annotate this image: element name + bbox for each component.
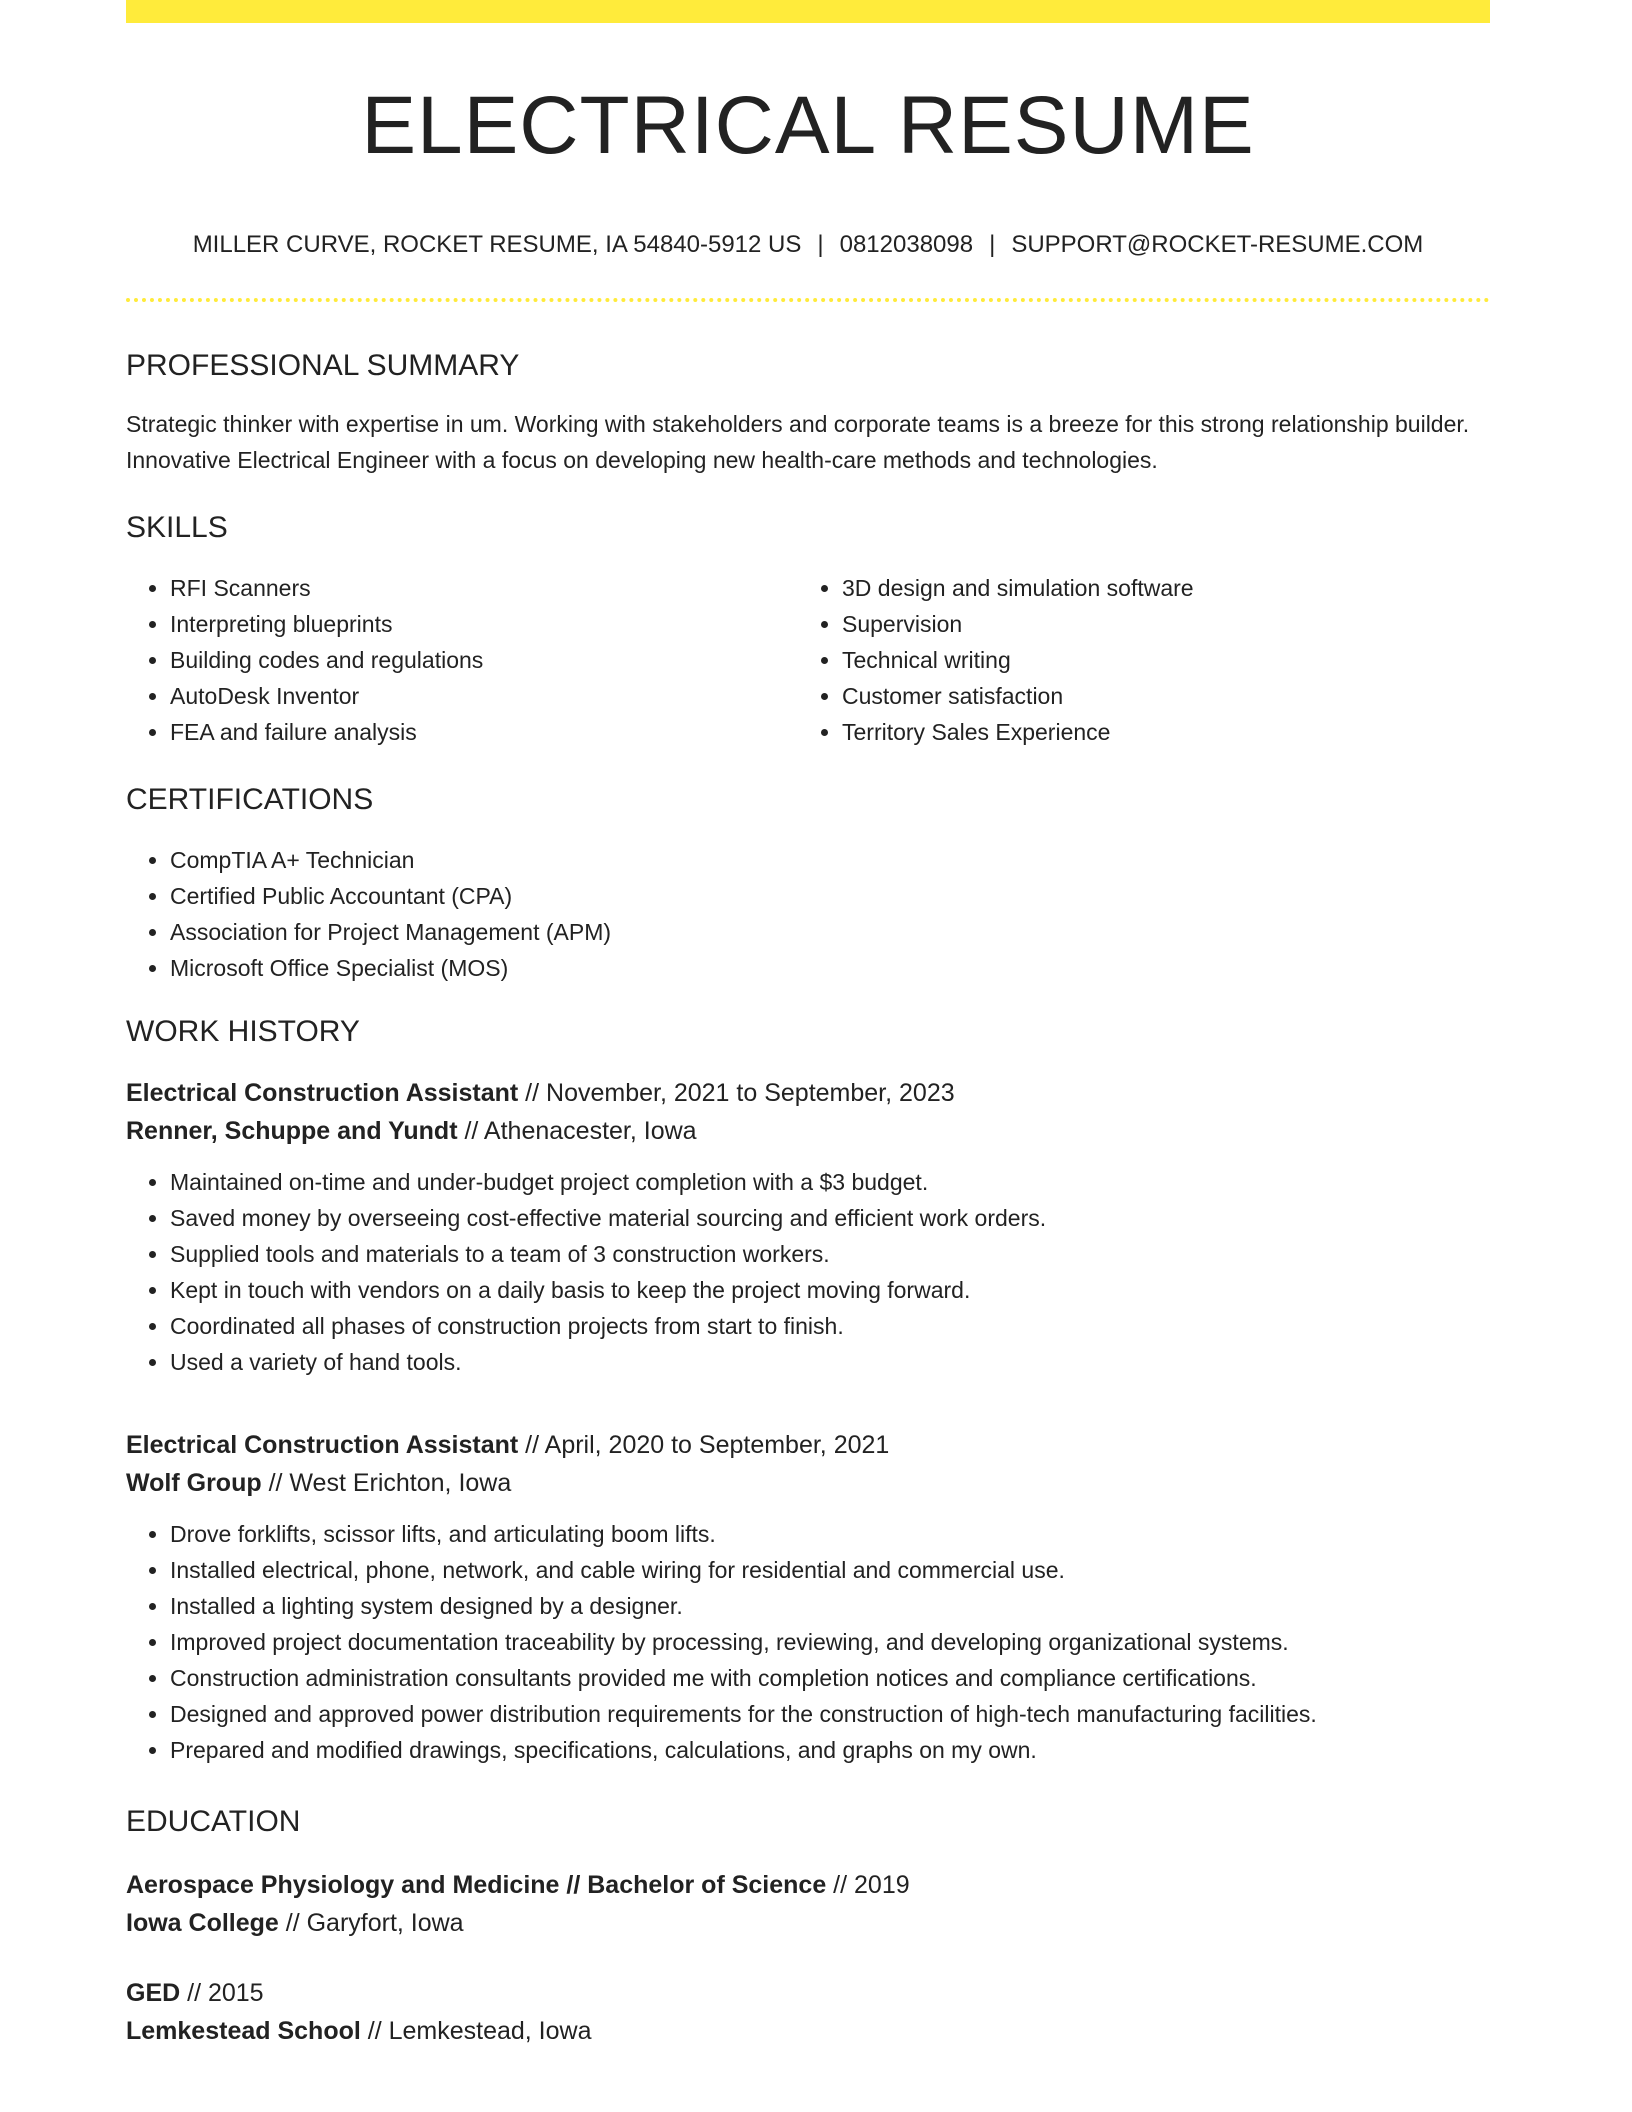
- graduation-year: // 2019: [826, 1870, 910, 1899]
- address: MILLER CURVE, ROCKET RESUME, IA 54840-5912 US: [192, 231, 802, 258]
- resume-page: [126, 0, 1490, 2050]
- school: Lemkestead School: [126, 2016, 361, 2045]
- job-bullet: • Kept in touch with vendors on a daily basis to keep the project moving forward.: [170, 1272, 1490, 1308]
- job-bullets: [126, 1516, 1490, 1768]
- certification-item: • Certified Public Accountant (CPA): [170, 878, 1490, 914]
- job-location: // Athenacester, Iowa: [457, 1116, 697, 1145]
- education-entry: [126, 1974, 1490, 2050]
- skills-grid: [126, 570, 1490, 750]
- education-entry: [126, 1866, 1490, 1942]
- job-company-line: [126, 1112, 1490, 1150]
- education-heading: EDUCATION: [126, 1804, 301, 1838]
- job-title: Electrical Construction Assistant: [126, 1078, 519, 1107]
- graduation-year: // 2015: [180, 1978, 264, 2007]
- job-entry: [126, 1074, 1490, 1380]
- school-line: [126, 2012, 1490, 2050]
- skill-item: • Building codes and regulations: [170, 642, 798, 678]
- job-bullet: • Prepared and modified drawings, specifications, calculations, and graphs on my own.: [170, 1732, 1490, 1768]
- degree-line: [126, 1866, 1490, 1904]
- job-title: Electrical Construction Assistant: [126, 1430, 519, 1459]
- dotted-divider: [126, 298, 1490, 302]
- skill-item: • 3D design and simulation software: [842, 570, 1470, 606]
- job-bullets: [126, 1164, 1490, 1380]
- job-bullet: • Construction administration consultants provided me with completion notices and compliance certifications.: [170, 1660, 1490, 1696]
- job-company-line: [126, 1464, 1490, 1502]
- resume-title: ELECTRICAL RESUME: [361, 80, 1255, 171]
- contact-line: [126, 231, 1490, 260]
- skill-item: • Technical writing: [842, 642, 1470, 678]
- degree-line: [126, 1974, 1490, 2012]
- contact-separator: |: [817, 231, 824, 258]
- contact-separator: |: [989, 231, 996, 258]
- certification-item: • Association for Project Management (APM): [170, 914, 1490, 950]
- job-bullet: • Used a variety of hand tools.: [170, 1344, 1490, 1380]
- job-bullet: • Designed and approved power distribution requirements for the construction of high-tech manufacturing facilities.: [170, 1696, 1490, 1732]
- skill-item: • Supervision: [842, 606, 1470, 642]
- job-title-line: [126, 1074, 1490, 1112]
- school: Iowa College: [126, 1908, 279, 1937]
- school-location: // Lemkestead, Iowa: [360, 2016, 592, 2045]
- certifications-list: [126, 842, 1490, 986]
- certifications-heading: CERTIFICATIONS: [126, 782, 374, 816]
- school-line: [126, 1904, 1490, 1942]
- work-history-heading: WORK HISTORY: [126, 1014, 360, 1048]
- job-dates: // April, 2020 to September, 2021: [518, 1430, 890, 1459]
- job-location: // West Erichton, Iowa: [261, 1468, 512, 1497]
- summary-heading: PROFESSIONAL SUMMARY: [126, 348, 520, 382]
- job-bullet: • Saved money by overseeing cost-effective material sourcing and efficient work orders.: [170, 1200, 1490, 1236]
- certification-item: • CompTIA A+ Technician: [170, 842, 1490, 878]
- skills-column-left: [126, 570, 798, 750]
- email: SUPPORT@ROCKET-RESUME.COM: [1011, 231, 1424, 258]
- certification-item: • Microsoft Office Specialist (MOS): [170, 950, 1490, 986]
- skill-item: • Customer satisfaction: [842, 678, 1470, 714]
- job-bullet: • Maintained on-time and under-budget project completion with a $3 budget.: [170, 1164, 1490, 1200]
- skill-item: • RFI Scanners: [170, 570, 798, 606]
- phone: 0812038098: [839, 231, 974, 258]
- job-company: Renner, Schuppe and Yundt: [126, 1116, 458, 1145]
- skills-column-right: [798, 570, 1470, 750]
- job-bullet: • Installed electrical, phone, network, and cable wiring for residential and commercial use.: [170, 1552, 1490, 1588]
- job-entry: [126, 1426, 1490, 1768]
- job-bullet: • Drove forklifts, scissor lifts, and articulating boom lifts.: [170, 1516, 1490, 1552]
- job-dates: // November, 2021 to September, 2023: [518, 1078, 955, 1107]
- skill-item: • Interpreting blueprints: [170, 606, 798, 642]
- skills-heading: SKILLS: [126, 510, 228, 544]
- school-location: // Garyfort, Iowa: [278, 1908, 464, 1937]
- job-title-line: [126, 1426, 1490, 1464]
- skill-item: • Territory Sales Experience: [842, 714, 1470, 750]
- job-bullet: • Installed a lighting system designed by a designer.: [170, 1588, 1490, 1624]
- job-bullet: • Coordinated all phases of construction projects from start to finish.: [170, 1308, 1490, 1344]
- job-company: Wolf Group: [126, 1468, 262, 1497]
- skill-item: • FEA and failure analysis: [170, 714, 798, 750]
- job-bullet: • Supplied tools and materials to a team of 3 construction workers.: [170, 1236, 1490, 1272]
- degree: GED: [126, 1978, 181, 2007]
- degree: Aerospace Physiology and Medicine // Bachelor of Science: [126, 1870, 827, 1899]
- summary-text: Strategic thinker with expertise in um. Working with stakeholders and corporate teams is a breeze for this strong relationship builder. Innovative Electrical Engineer with a focus on developing new health-care methods and technologies.: [126, 410, 1470, 473]
- skill-item: • AutoDesk Inventor: [170, 678, 798, 714]
- job-bullet: • Improved project documentation traceability by processing, reviewing, and developing organizational systems.: [170, 1624, 1490, 1660]
- top-accent-bar: [126, 0, 1490, 23]
